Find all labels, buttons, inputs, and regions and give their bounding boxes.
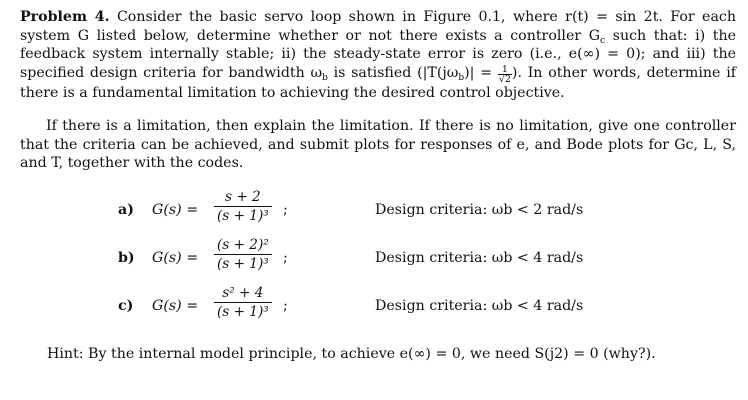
problem-intro-5: ). In other words, determine if there is a fundamental limitation to achieving the desired control objective.	[20, 64, 736, 101]
frac-numerator: 1	[498, 65, 512, 75]
subscript-c: c	[600, 35, 606, 46]
design-criteria: Design criteria: ωb < 4 rad/s	[375, 250, 584, 266]
transfer-function-fraction	[214, 284, 272, 321]
problem-label: Problem 4.	[20, 9, 110, 25]
hint-text: Hint: By the internal model principle, to achieve e(∞) = 0, we need S(j2) = 0 (why?).	[47, 346, 656, 362]
subscript-b-2: b	[458, 72, 465, 83]
problem-intro-4: )| =	[464, 64, 498, 81]
numerator: s + 2	[225, 189, 261, 205]
semicolon: ;	[283, 250, 288, 266]
transfer-function-fraction	[214, 188, 272, 225]
frac-denominator: √2	[498, 73, 511, 85]
item-label: a)	[118, 202, 134, 218]
instructions-paragraph: If there is a limitation, then explain the limitation. If there is no limitation, give one controller that the criteria can be achieved, and submit plots for responses of e, and Bode plots for Gc, L, S, and T, together with the codes.	[20, 118, 736, 172]
item-b	[0, 236, 748, 282]
item-label: c)	[118, 298, 134, 314]
denominator: (s + 1)³	[214, 302, 272, 321]
transfer-function-lhs: G(s) =	[152, 250, 199, 266]
semicolon: ;	[283, 298, 288, 314]
problem-intro-2: such that: i) the feedback system internally stable; ii) the steady-state error is zero (i.e., e(∞) = 0); and iii) the specified design criteria for bandwidth ω	[20, 27, 736, 81]
design-criteria: Design criteria: ωb < 4 rad/s	[375, 298, 584, 314]
problem-intro: Consider the basic servo loop shown in Figure 0.1, where r(t) = sin 2t. For each system G listed below, determine whether or not there exists a controller G	[20, 9, 736, 44]
problem-intro-3: is satisfied (|T(jω	[327, 64, 459, 81]
one-over-sqrt2	[498, 65, 512, 84]
numerator: (s + 2)²	[217, 237, 269, 253]
transfer-function-fraction	[214, 236, 272, 273]
denominator: (s + 1)³	[214, 254, 272, 273]
item-a	[0, 188, 748, 234]
item-label: b)	[118, 250, 135, 266]
item-c	[0, 284, 748, 330]
numerator: s² + 4	[222, 285, 264, 301]
transfer-function-lhs: G(s) =	[152, 202, 199, 218]
problem-statement	[20, 8, 736, 102]
denominator: (s + 1)³	[214, 206, 272, 225]
transfer-function-lhs: G(s) =	[152, 298, 199, 314]
design-criteria: Design criteria: ωb < 2 rad/s	[375, 202, 584, 218]
subscript-b: b	[322, 72, 328, 83]
semicolon: ;	[283, 202, 288, 218]
